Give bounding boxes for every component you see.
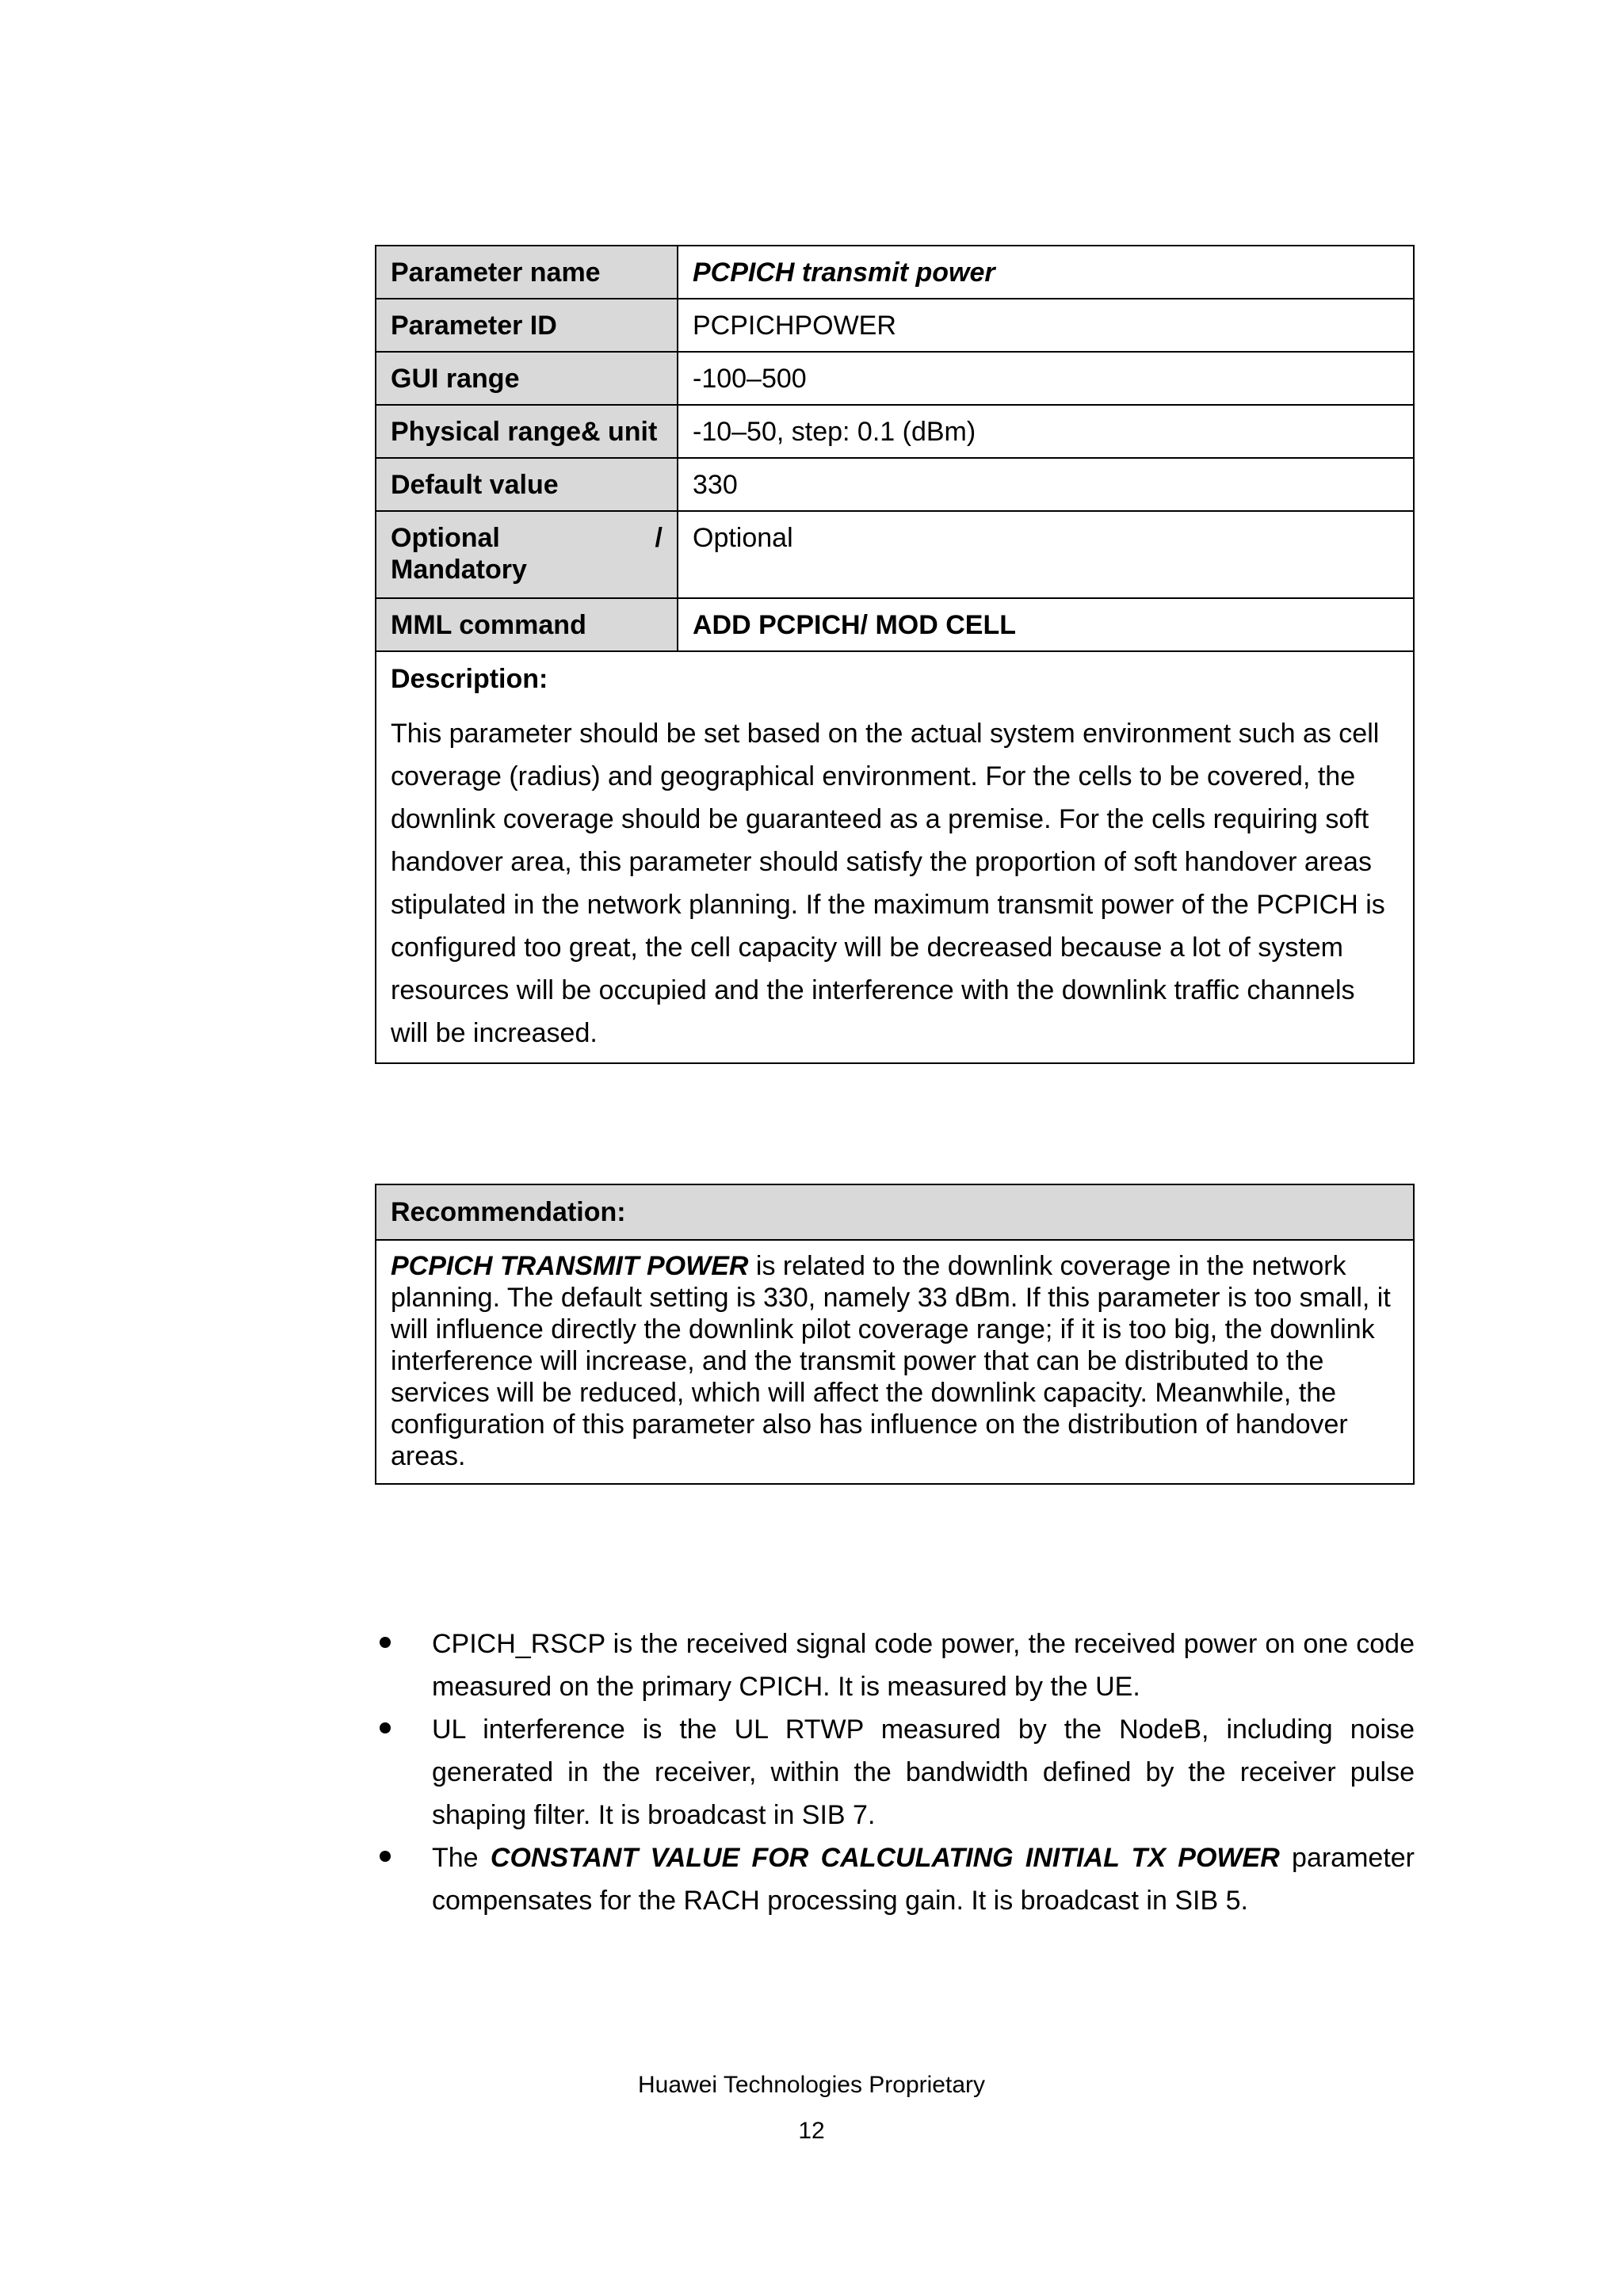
table-row xyxy=(376,405,1414,458)
parameter-id-value: PCPICHPOWER xyxy=(678,299,1414,352)
parameter-name-value: PCPICH transmit power xyxy=(678,246,1414,299)
optional-mandatory-value: Optional xyxy=(678,511,1414,598)
mml-command-label: MML command xyxy=(376,598,678,651)
mandatory-label-text: Mandatory xyxy=(391,555,527,585)
table-row xyxy=(376,598,1414,651)
bullet-text: UL interference is the UL RTWP measured by the NodeB, including noise generated in the receiver, within the bandwidth defined by the receiver pulse shaping filter. It is broadcast in SIB 7. xyxy=(432,1714,1415,1830)
parameter-id-label: Parameter ID xyxy=(376,299,678,352)
optional-label-text: Optional xyxy=(391,523,500,553)
bullet-prefix: The xyxy=(432,1843,491,1873)
physical-range-value: -10–50, step: 0.1 (dBm) xyxy=(678,405,1414,458)
default-value-label: Default value xyxy=(376,458,678,511)
parameter-table xyxy=(375,245,1415,1064)
parameter-name-label: Parameter name xyxy=(376,246,678,299)
table-row xyxy=(376,299,1414,352)
bullet-icon xyxy=(380,1637,391,1648)
optional-label-slash: / xyxy=(655,523,663,553)
bullet-list xyxy=(375,1623,1415,1922)
description-row xyxy=(376,651,1414,1063)
recommendation-title: Recommendation: xyxy=(376,1185,1413,1241)
default-value-value: 330 xyxy=(678,458,1414,511)
table-row xyxy=(376,458,1414,511)
physical-range-label: Physical range& unit xyxy=(376,405,678,458)
mml-command-value: ADD PCPICH/ MOD CELL xyxy=(678,598,1414,651)
bullet-emphasis: CONSTANT VALUE FOR CALCULATING INITIAL TX POWER xyxy=(490,1843,1280,1873)
description-body: This parameter should be set based on the actual system environment such as cell coverage (radius) and geographical environment. For the cells to be covered, the downlink coverage should be guaranteed as a premise. For the cells requiring soft handover area, this parameter should satisfy the proportion of soft handover areas stipulated in the network planning. If the maximum transmit power of the PCPICH is configured too great, the cell capacity will be decreased because a lot of system resources will be occupied and the interference with the downlink traffic channels will be increased. xyxy=(391,719,1385,1048)
table-row xyxy=(376,511,1414,598)
bullet-text: CPICH_RSCP is the received signal code power, the received power on one code measured on the primary CPICH. It is measured by the UE. xyxy=(432,1629,1415,1702)
bullet-icon xyxy=(380,1851,391,1862)
gui-range-label: GUI range xyxy=(376,352,678,405)
description-cell xyxy=(376,651,1414,1063)
optional-mandatory-label xyxy=(376,511,678,598)
list-item xyxy=(375,1836,1415,1922)
footer-company: Huawei Technologies Proprietary xyxy=(637,2072,986,2098)
description-title: Description: xyxy=(391,664,548,694)
bullet-icon xyxy=(380,1722,391,1733)
table-row xyxy=(376,246,1414,299)
list-item xyxy=(375,1623,1415,1708)
bullet-suffix: parameter compensates for the RACH processing gain. It is broadcast in SIB 5. xyxy=(432,1843,1415,1916)
gui-range-value: -100–500 xyxy=(678,352,1414,405)
recommendation-body xyxy=(376,1241,1413,1483)
recommendation-text: is related to the downlink coverage in the network planning. The default setting is 330, namely 33 dBm. If this parameter is too small, it will influence directly the downlink pilot coverage range; if it is too big, the downlink interference will increase, and the transmit power that can be distributed to the services will be reduced, which will affect the downlink capacity. Meanwhile, the configuration of this parameter also has influence on the distribution of handover areas. xyxy=(391,1251,1391,1471)
recommendation-box xyxy=(375,1184,1415,1485)
page-number: 12 xyxy=(798,2118,825,2144)
recommendation-lead: PCPICH TRANSMIT POWER xyxy=(391,1251,749,1281)
list-item xyxy=(375,1708,1415,1836)
table-row xyxy=(376,352,1414,405)
